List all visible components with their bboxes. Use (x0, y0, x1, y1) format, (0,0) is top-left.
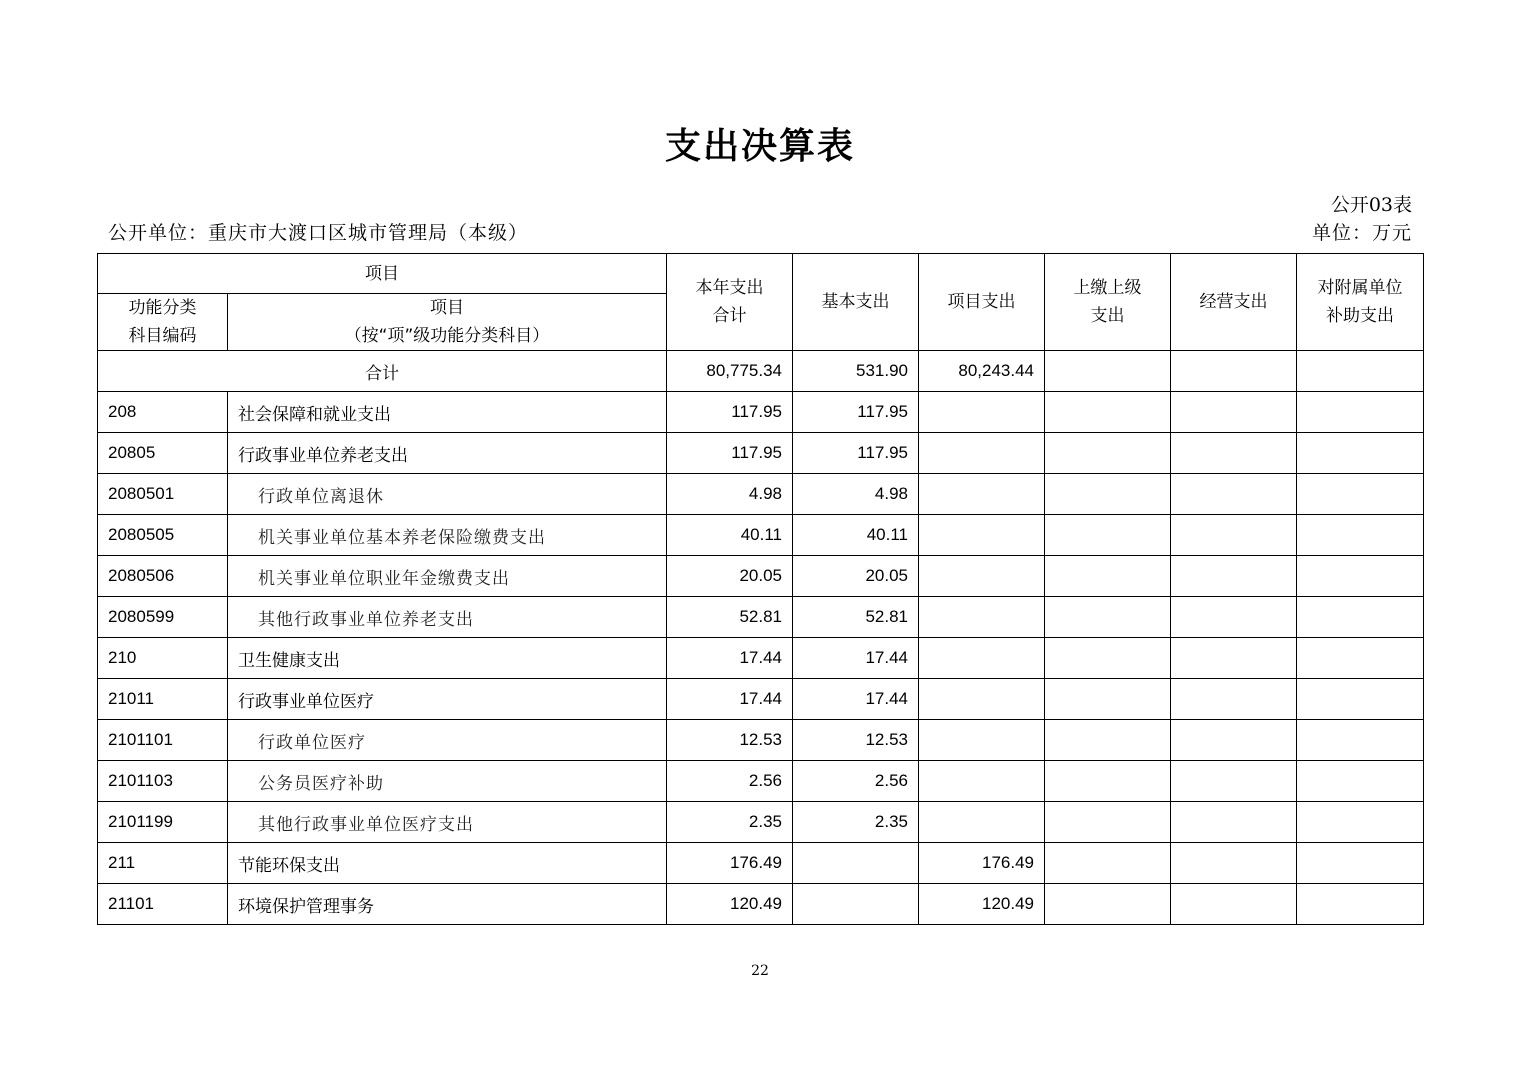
row-subsidy (1297, 638, 1424, 679)
row-upper (1045, 802, 1171, 843)
table-row (98, 802, 1424, 843)
total-total: 80,775.34 (667, 351, 793, 392)
expenditure-table (97, 253, 1424, 925)
row-business (1171, 884, 1297, 925)
row-subsidy (1297, 720, 1424, 761)
row-upper (1045, 392, 1171, 433)
row-business (1171, 720, 1297, 761)
table-row (98, 556, 1424, 597)
row-name: 其他行政事业单位养老支出 (228, 597, 667, 638)
total-upper (1045, 351, 1171, 392)
row-basic: 20.05 (793, 556, 919, 597)
row-subsidy (1297, 433, 1424, 474)
row-name: 行政事业单位医疗 (228, 679, 667, 720)
row-basic (793, 884, 919, 925)
row-upper (1045, 433, 1171, 474)
row-upper (1045, 679, 1171, 720)
row-business (1171, 392, 1297, 433)
row-upper (1045, 597, 1171, 638)
row-business (1171, 843, 1297, 884)
row-project (919, 802, 1045, 843)
row-business (1171, 515, 1297, 556)
row-total: 176.49 (667, 843, 793, 884)
row-basic: 117.95 (793, 392, 919, 433)
header-upper (1045, 254, 1171, 351)
row-code: 2080501 (98, 474, 228, 515)
header-item: 项目 (98, 254, 667, 294)
row-total: 2.35 (667, 802, 793, 843)
row-project (919, 392, 1045, 433)
header-total-line2: 合计 (712, 306, 747, 326)
row-upper (1045, 474, 1171, 515)
row-subsidy (1297, 515, 1424, 556)
table-row (98, 843, 1424, 884)
row-code: 2080505 (98, 515, 228, 556)
row-basic: 52.81 (793, 597, 919, 638)
header-project: 项目支出 (919, 254, 1045, 351)
row-name: 机关事业单位职业年金缴费支出 (228, 556, 667, 597)
row-upper (1045, 884, 1171, 925)
row-business (1171, 433, 1297, 474)
row-project: 176.49 (919, 843, 1045, 884)
table-row (98, 392, 1424, 433)
row-basic: 2.56 (793, 761, 919, 802)
row-business (1171, 802, 1297, 843)
row-basic: 12.53 (793, 720, 919, 761)
header-total (667, 254, 793, 351)
table-row (98, 597, 1424, 638)
row-name: 行政事业单位养老支出 (228, 433, 667, 474)
row-total: 52.81 (667, 597, 793, 638)
row-project (919, 433, 1045, 474)
total-project: 80,243.44 (919, 351, 1045, 392)
row-basic: 17.44 (793, 638, 919, 679)
row-basic: 40.11 (793, 515, 919, 556)
row-project (919, 638, 1045, 679)
row-project (919, 515, 1045, 556)
row-upper (1045, 843, 1171, 884)
header-name-line1: 项目 (430, 298, 464, 318)
row-code: 2101199 (98, 802, 228, 843)
header-subsidy-line2: 补助支出 (1326, 306, 1394, 326)
currency-unit: 单位：万元 (1311, 222, 1412, 244)
row-project (919, 474, 1045, 515)
row-code: 2080506 (98, 556, 228, 597)
row-total: 40.11 (667, 515, 793, 556)
header-subsidy (1297, 254, 1424, 351)
row-subsidy (1297, 679, 1424, 720)
row-subsidy (1297, 556, 1424, 597)
header-code-line1: 功能分类 (128, 298, 197, 318)
row-name: 公务员医疗补助 (228, 761, 667, 802)
row-total: 17.44 (667, 638, 793, 679)
total-row (98, 351, 1424, 392)
row-subsidy (1297, 802, 1424, 843)
page-number: 22 (751, 963, 769, 979)
header-upper-line2: 支出 (1090, 306, 1125, 326)
row-project: 120.49 (919, 884, 1045, 925)
row-total: 117.95 (667, 433, 793, 474)
row-name: 节能环保支出 (228, 843, 667, 884)
table-row (98, 884, 1424, 925)
row-total: 20.05 (667, 556, 793, 597)
row-name: 社会保障和就业支出 (228, 392, 667, 433)
table-row (98, 720, 1424, 761)
reporting-unit: 公开单位：重庆市大渡口区城市管理局（本级） (108, 222, 529, 244)
header-business: 经营支出 (1171, 254, 1297, 351)
total-label: 合计 (98, 351, 667, 392)
total-subsidy (1297, 351, 1424, 392)
table-row (98, 433, 1424, 474)
row-name: 环境保护管理事务 (228, 884, 667, 925)
row-code: 21011 (98, 679, 228, 720)
row-upper (1045, 556, 1171, 597)
row-business (1171, 638, 1297, 679)
row-upper (1045, 515, 1171, 556)
row-basic: 4.98 (793, 474, 919, 515)
row-name: 卫生健康支出 (228, 638, 667, 679)
page-title: 支出决算表 (664, 126, 855, 167)
row-total: 4.98 (667, 474, 793, 515)
row-basic: 2.35 (793, 802, 919, 843)
row-code: 20805 (98, 433, 228, 474)
row-total: 17.44 (667, 679, 793, 720)
row-business (1171, 474, 1297, 515)
row-name: 机关事业单位基本养老保险缴费支出 (228, 515, 667, 556)
header-code (98, 294, 228, 351)
total-basic: 531.90 (793, 351, 919, 392)
row-project (919, 556, 1045, 597)
row-total: 120.49 (667, 884, 793, 925)
row-code: 2080599 (98, 597, 228, 638)
header-row-1 (98, 254, 1424, 294)
row-upper (1045, 761, 1171, 802)
row-basic: 117.95 (793, 433, 919, 474)
row-code: 2101103 (98, 761, 228, 802)
row-code: 21101 (98, 884, 228, 925)
row-name: 行政单位医疗 (228, 720, 667, 761)
row-subsidy (1297, 884, 1424, 925)
row-code: 208 (98, 392, 228, 433)
total-business (1171, 351, 1297, 392)
row-business (1171, 761, 1297, 802)
table-row (98, 638, 1424, 679)
row-project (919, 597, 1045, 638)
header-name-line2: （按“项”级功能分类科目） (344, 326, 550, 346)
header-total-line1: 本年支出 (695, 278, 764, 298)
row-name: 其他行政事业单位医疗支出 (228, 802, 667, 843)
row-basic (793, 843, 919, 884)
row-total: 12.53 (667, 720, 793, 761)
table-row (98, 679, 1424, 720)
header-name (228, 294, 667, 351)
row-subsidy (1297, 843, 1424, 884)
row-subsidy (1297, 761, 1424, 802)
row-name: 行政单位离退休 (228, 474, 667, 515)
row-business (1171, 679, 1297, 720)
table-row (98, 515, 1424, 556)
row-business (1171, 597, 1297, 638)
row-project (919, 720, 1045, 761)
header-basic: 基本支出 (793, 254, 919, 351)
header-code-line2: 科目编码 (128, 326, 197, 346)
row-total: 2.56 (667, 761, 793, 802)
header-subsidy-line1: 对附属单位 (1317, 278, 1403, 298)
row-total: 117.95 (667, 392, 793, 433)
table-body (98, 351, 1424, 925)
row-code: 211 (98, 843, 228, 884)
header-upper-line1: 上缴上级 (1073, 278, 1142, 298)
row-subsidy (1297, 392, 1424, 433)
row-subsidy (1297, 597, 1424, 638)
row-upper (1045, 720, 1171, 761)
form-number: 公开03表 (1330, 194, 1412, 216)
row-basic: 17.44 (793, 679, 919, 720)
row-project (919, 679, 1045, 720)
row-upper (1045, 638, 1171, 679)
row-business (1171, 556, 1297, 597)
row-project (919, 761, 1045, 802)
row-subsidy (1297, 474, 1424, 515)
table-row (98, 761, 1424, 802)
row-code: 210 (98, 638, 228, 679)
row-code: 2101101 (98, 720, 228, 761)
table-row (98, 474, 1424, 515)
